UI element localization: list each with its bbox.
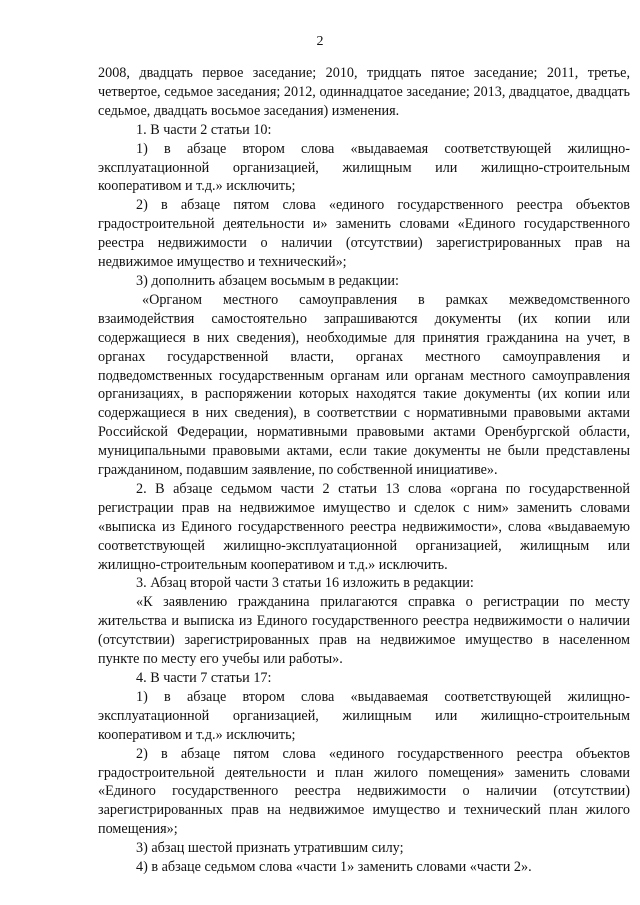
paragraph-item-3-heading: 3. Абзац второй части 3 статьи 16 изложить в редакции:: [136, 575, 474, 592]
paragraph-subitem: 1) в абзаце втором слова «выдаваемая соответствующей жилищно-эксплуатационной организацией, жилищным или жилищно-строительным кооперативом и т.д.» исключить;: [98, 688, 630, 743]
paragraph-subitem: 2) в абзаце пятом слова «единого государственного реестра объектов градостроительной деятельности и» заменить словами «Единого государственного реестра недвижимости о наличии (отсутствии) зарегистрированных прав на недвижимое имущество и технический»;: [98, 197, 630, 271]
paragraph-subitem: 1) в абзаце втором слова «выдаваемая соответствующей жилищно-эксплуатационной организацией, жилищным или жилищно-строительным кооперативом и т.д.» исключить;: [98, 140, 630, 195]
paragraph-subitem: 3) дополнить абзацем восьмым в редакции:: [136, 272, 399, 289]
paragraph-quote: «К заявлению гражданина прилагаются справка о регистрации по месту жительства и выписка из Единого государственного реестра недвижимости о наличии (отсутствии) зарегистрированных прав на недвижимое имущество в населенном пункте по месту его учебы или работы».: [98, 594, 630, 668]
paragraph-item-1-heading: 1. В части 2 статьи 10:: [136, 121, 272, 138]
paragraph-item-4-heading: 4. В части 7 статьи 17:: [136, 670, 272, 686]
document-body: [98, 64, 630, 877]
paragraph-subitem: 2) в абзаце пятом слова «единого государственного реестра объектов градостроительной деятельности и план жилого помещения» заменить словами «Единого государственного реестра недвижимости о наличии (отсутствии) зарегистрированных прав на недвижимое имущество и технический план жилого помещения»;: [98, 745, 630, 838]
paragraph-intro-continuation: 2008, двадцать первое заседание; 2010, тридцать пятое заседание; 2011, третье, четвертое, седьмое заседания; 2012, одиннадцатое заседание; 2013, двадцатое, двадцать седьмое, двадцать восьмое заседания) изменения.: [98, 65, 630, 119]
paragraph-subitem: 3) абзац шестой признать утратившим силу;: [136, 840, 404, 857]
page-number: 2: [316, 34, 324, 49]
paragraph-quote: «Органом местного самоуправления в рамках межведомственного взаимодействия самостоятельно запрашиваются документы (их копии или содержащиеся в них сведения), необходимые для принятия гражданина на учет, в органах государственной власти, органах местного самоуправления и подведомственных государственным органам или органам местного самоуправления организациях, в распоряжении которых находятся такие документы (их копии или содержащиеся в них сведения), в соответствии с нормативными правовыми актами Российской Федерации, нормативными правовыми актами Оренбургской области, муниципальными правовыми актами, если такие документы не были представлены гражданином, подавшим заявление, по собственной инициативе».: [98, 291, 630, 479]
paragraph-subitem: 4) в абзаце седьмом слова «части 1» заменить словами «части 2».: [136, 859, 532, 876]
paragraph-item-2: 2. В абзаце седьмом части 2 статьи 13 слова «органа по государственной регистрации прав на недвижимое имущество и сделок с ним» заменить словами «выписка из Единого государственного реестра недвижимости», слова «выдаваемую соответствующей жилищно-эксплуатационной организацией, жилищным или жилищно-строительным кооперативом и т.д.» исключить.: [98, 480, 630, 573]
